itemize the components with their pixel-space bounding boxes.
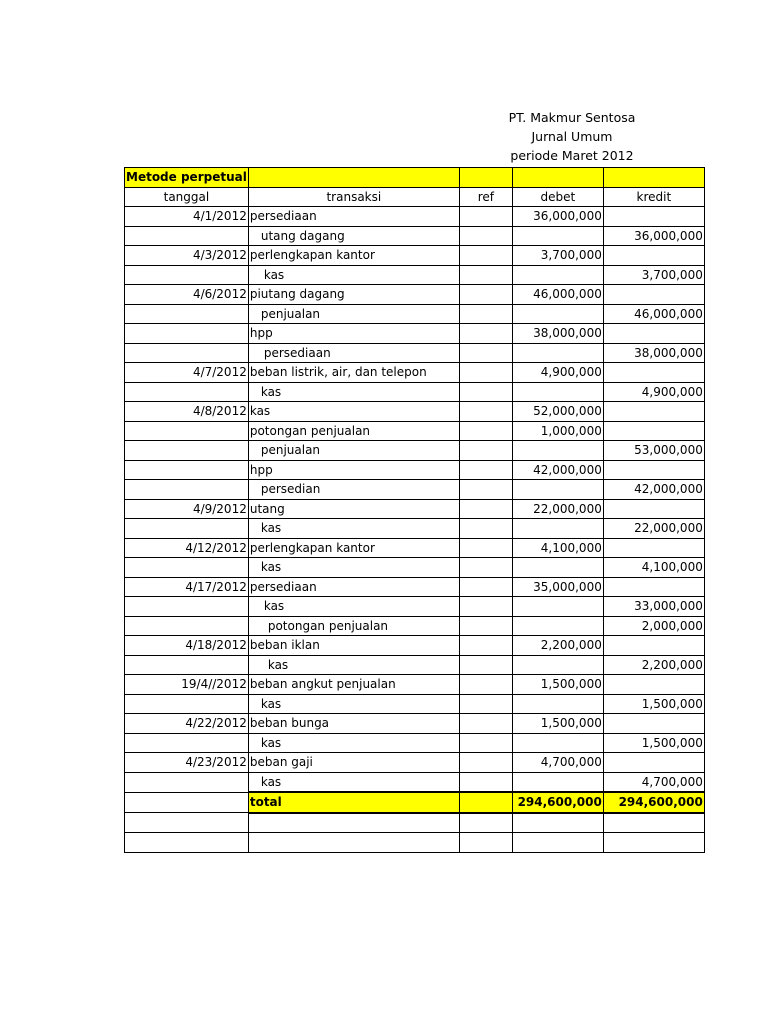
- entry-description: kas: [248, 733, 459, 753]
- entry-description: utang dagang: [248, 226, 459, 246]
- column-header-debit: debet: [512, 187, 603, 207]
- entry-date: [125, 597, 249, 617]
- entry-ref: [459, 597, 512, 617]
- entry-credit: 2,000,000: [603, 616, 704, 636]
- entry-date: 4/1/2012: [125, 207, 249, 227]
- entry-date: [125, 382, 249, 402]
- entry-description: persedian: [248, 480, 459, 500]
- entry-date: 4/8/2012: [125, 402, 249, 422]
- entry-ref: [459, 733, 512, 753]
- entry-date: [125, 772, 249, 792]
- journal-row: [125, 636, 705, 656]
- entry-description: kas: [248, 694, 459, 714]
- entry-ref: [459, 441, 512, 461]
- entry-debit: [512, 733, 603, 753]
- journal-row: [125, 597, 705, 617]
- entry-credit: [603, 402, 704, 422]
- method-empty-cell: [459, 168, 512, 188]
- journal-row: [125, 655, 705, 675]
- entry-ref: [459, 285, 512, 305]
- column-header-transaction: transaksi: [248, 187, 459, 207]
- empty-cell: [512, 813, 603, 833]
- entry-date: [125, 519, 249, 539]
- entry-credit: 36,000,000: [603, 226, 704, 246]
- entry-ref: [459, 382, 512, 402]
- entry-date: 4/23/2012: [125, 753, 249, 773]
- journal-row: [125, 324, 705, 344]
- journal-row: [125, 499, 705, 519]
- entry-ref: [459, 499, 512, 519]
- journal-row: [125, 265, 705, 285]
- column-header-row: [125, 187, 705, 207]
- journal-row: [125, 480, 705, 500]
- journal-row: [125, 285, 705, 305]
- entry-ref: [459, 772, 512, 792]
- entry-ref: [459, 636, 512, 656]
- entry-ref: [459, 519, 512, 539]
- journal-row: [125, 714, 705, 734]
- entry-debit: 1,500,000: [512, 675, 603, 695]
- total-empty-cell: [125, 792, 249, 813]
- entry-ref: [459, 655, 512, 675]
- journal-row: [125, 772, 705, 792]
- entry-date: 4/9/2012: [125, 499, 249, 519]
- method-empty-cell: [512, 168, 603, 188]
- journal-row: [125, 246, 705, 266]
- entry-debit: 4,900,000: [512, 363, 603, 383]
- journal-row: [125, 558, 705, 578]
- period-label: periode Maret 2012: [510, 148, 634, 163]
- entry-ref: [459, 558, 512, 578]
- empty-cell: [512, 833, 603, 853]
- empty-row: [125, 813, 705, 833]
- entry-date: [125, 304, 249, 324]
- journal-row: [125, 519, 705, 539]
- entry-debit: [512, 772, 603, 792]
- entry-description: persediaan: [248, 207, 459, 227]
- entry-date: [125, 343, 249, 363]
- empty-cell: [459, 813, 512, 833]
- entry-debit: 52,000,000: [512, 402, 603, 422]
- total-credit: 294,600,000: [603, 792, 704, 813]
- journal-row: [125, 382, 705, 402]
- entry-description: kas: [248, 597, 459, 617]
- journal-table: [124, 167, 705, 853]
- entry-date: 19/4//2012: [125, 675, 249, 695]
- entry-ref: [459, 460, 512, 480]
- journal-row: [125, 226, 705, 246]
- entry-description: penjualan: [248, 304, 459, 324]
- journal-row: [125, 441, 705, 461]
- column-header-credit: kredit: [603, 187, 704, 207]
- empty-cell: [603, 813, 704, 833]
- entry-ref: [459, 616, 512, 636]
- entry-description: persediaan: [248, 577, 459, 597]
- journal-row: [125, 363, 705, 383]
- total-label: total: [248, 792, 459, 813]
- journal-row: [125, 733, 705, 753]
- entry-credit: [603, 499, 704, 519]
- entry-debit: 3,700,000: [512, 246, 603, 266]
- entry-date: [125, 655, 249, 675]
- entry-ref: [459, 538, 512, 558]
- entry-credit: [603, 363, 704, 383]
- entry-credit: [603, 538, 704, 558]
- entry-date: 4/6/2012: [125, 285, 249, 305]
- entry-description: perlengkapan kantor: [248, 538, 459, 558]
- entry-debit: 22,000,000: [512, 499, 603, 519]
- method-label: Metode perpetual: [125, 168, 249, 188]
- entry-debit: [512, 694, 603, 714]
- column-header-date: tanggal: [125, 187, 249, 207]
- entry-date: [125, 558, 249, 578]
- entry-ref: [459, 246, 512, 266]
- entry-debit: 1,000,000: [512, 421, 603, 441]
- entry-debit: 4,700,000: [512, 753, 603, 773]
- empty-cell: [125, 813, 249, 833]
- empty-cell: [125, 833, 249, 853]
- entry-credit: [603, 207, 704, 227]
- entry-ref: [459, 753, 512, 773]
- entry-debit: [512, 558, 603, 578]
- entry-credit: [603, 324, 704, 344]
- entry-credit: 3,700,000: [603, 265, 704, 285]
- entry-credit: 2,200,000: [603, 655, 704, 675]
- entry-ref: [459, 675, 512, 695]
- entry-ref: [459, 304, 512, 324]
- entry-ref: [459, 265, 512, 285]
- journal-row: [125, 304, 705, 324]
- entry-date: 4/22/2012: [125, 714, 249, 734]
- journal-row: [125, 675, 705, 695]
- entry-credit: [603, 421, 704, 441]
- entry-description: kas: [248, 772, 459, 792]
- entry-description: beban angkut penjualan: [248, 675, 459, 695]
- entry-debit: [512, 480, 603, 500]
- method-empty-cell: [603, 168, 704, 188]
- entry-debit: [512, 441, 603, 461]
- journal-row: [125, 694, 705, 714]
- entry-description: penjualan: [248, 441, 459, 461]
- journal-title: Jurnal Umum: [531, 129, 613, 144]
- entry-description: hpp: [248, 460, 459, 480]
- entry-credit: 22,000,000: [603, 519, 704, 539]
- entry-credit: [603, 636, 704, 656]
- total-ref: [459, 792, 512, 813]
- entry-date: 4/12/2012: [125, 538, 249, 558]
- journal-row: [125, 753, 705, 773]
- entry-debit: 1,500,000: [512, 714, 603, 734]
- entry-date: [125, 226, 249, 246]
- entry-credit: [603, 675, 704, 695]
- entry-date: [125, 733, 249, 753]
- journal-row: [125, 207, 705, 227]
- entry-ref: [459, 402, 512, 422]
- entry-credit: 4,700,000: [603, 772, 704, 792]
- entry-date: 4/7/2012: [125, 363, 249, 383]
- company-name: PT. Makmur Sentosa: [508, 110, 636, 125]
- entry-credit: 4,900,000: [603, 382, 704, 402]
- entry-date: 4/3/2012: [125, 246, 249, 266]
- entry-debit: [512, 304, 603, 324]
- entry-credit: [603, 285, 704, 305]
- journal-row: [125, 343, 705, 363]
- entry-description: beban gaji: [248, 753, 459, 773]
- method-empty-cell: [248, 168, 459, 188]
- entry-ref: [459, 207, 512, 227]
- entry-description: kas: [248, 382, 459, 402]
- entry-credit: [603, 714, 704, 734]
- entry-credit: 46,000,000: [603, 304, 704, 324]
- entry-credit: [603, 246, 704, 266]
- entry-credit: 42,000,000: [603, 480, 704, 500]
- empty-row: [125, 833, 705, 853]
- entry-ref: [459, 363, 512, 383]
- entry-debit: 35,000,000: [512, 577, 603, 597]
- entry-date: [125, 694, 249, 714]
- entry-date: [125, 460, 249, 480]
- entry-debit: [512, 519, 603, 539]
- entry-credit: 53,000,000: [603, 441, 704, 461]
- entry-debit: [512, 655, 603, 675]
- entry-ref: [459, 694, 512, 714]
- entry-debit: 38,000,000: [512, 324, 603, 344]
- entry-date: [125, 421, 249, 441]
- entry-date: 4/18/2012: [125, 636, 249, 656]
- entry-date: 4/17/2012: [125, 577, 249, 597]
- entry-debit: 42,000,000: [512, 460, 603, 480]
- entry-credit: [603, 753, 704, 773]
- entry-description: potongan penjualan: [248, 421, 459, 441]
- empty-cell: [603, 833, 704, 853]
- entry-debit: [512, 597, 603, 617]
- entry-ref: [459, 480, 512, 500]
- entry-description: kas: [248, 519, 459, 539]
- journal-row: [125, 421, 705, 441]
- entry-debit: 46,000,000: [512, 285, 603, 305]
- entry-credit: [603, 577, 704, 597]
- entry-debit: [512, 616, 603, 636]
- entry-credit: 1,500,000: [603, 694, 704, 714]
- entry-debit: [512, 226, 603, 246]
- entry-description: piutang dagang: [248, 285, 459, 305]
- journal-row: [125, 538, 705, 558]
- entry-credit: 4,100,000: [603, 558, 704, 578]
- entry-description: perlengkapan kantor: [248, 246, 459, 266]
- entry-ref: [459, 226, 512, 246]
- journal-row: [125, 577, 705, 597]
- entry-description: hpp: [248, 324, 459, 344]
- entry-ref: [459, 714, 512, 734]
- entry-debit: 36,000,000: [512, 207, 603, 227]
- journal-row: [125, 460, 705, 480]
- entry-debit: [512, 343, 603, 363]
- entry-ref: [459, 577, 512, 597]
- entry-debit: [512, 265, 603, 285]
- entry-description: potongan penjualan: [248, 616, 459, 636]
- journal-row: [125, 402, 705, 422]
- entry-credit: 1,500,000: [603, 733, 704, 753]
- entry-debit: 4,100,000: [512, 538, 603, 558]
- entry-debit: 2,200,000: [512, 636, 603, 656]
- entry-description: kas: [248, 402, 459, 422]
- entry-date: [125, 480, 249, 500]
- empty-cell: [248, 833, 459, 853]
- entry-description: beban iklan: [248, 636, 459, 656]
- entry-date: [125, 324, 249, 344]
- entry-description: persediaan: [248, 343, 459, 363]
- entry-debit: [512, 382, 603, 402]
- empty-cell: [248, 813, 459, 833]
- entry-ref: [459, 421, 512, 441]
- journal-row: [125, 616, 705, 636]
- entry-date: [125, 265, 249, 285]
- entry-description: utang: [248, 499, 459, 519]
- method-row: [125, 168, 705, 188]
- entry-date: [125, 441, 249, 461]
- entry-ref: [459, 324, 512, 344]
- entry-description: kas: [248, 265, 459, 285]
- entry-ref: [459, 343, 512, 363]
- entry-description: kas: [248, 558, 459, 578]
- column-header-ref: ref: [459, 187, 512, 207]
- entry-description: beban bunga: [248, 714, 459, 734]
- entry-description: beban listrik, air, dan telepon: [248, 363, 459, 383]
- entry-credit: 38,000,000: [603, 343, 704, 363]
- total-row: [125, 792, 705, 813]
- total-debit: 294,600,000: [512, 792, 603, 813]
- entry-credit: [603, 460, 704, 480]
- entry-date: [125, 616, 249, 636]
- empty-cell: [459, 833, 512, 853]
- entry-credit: 33,000,000: [603, 597, 704, 617]
- entry-description: kas: [248, 655, 459, 675]
